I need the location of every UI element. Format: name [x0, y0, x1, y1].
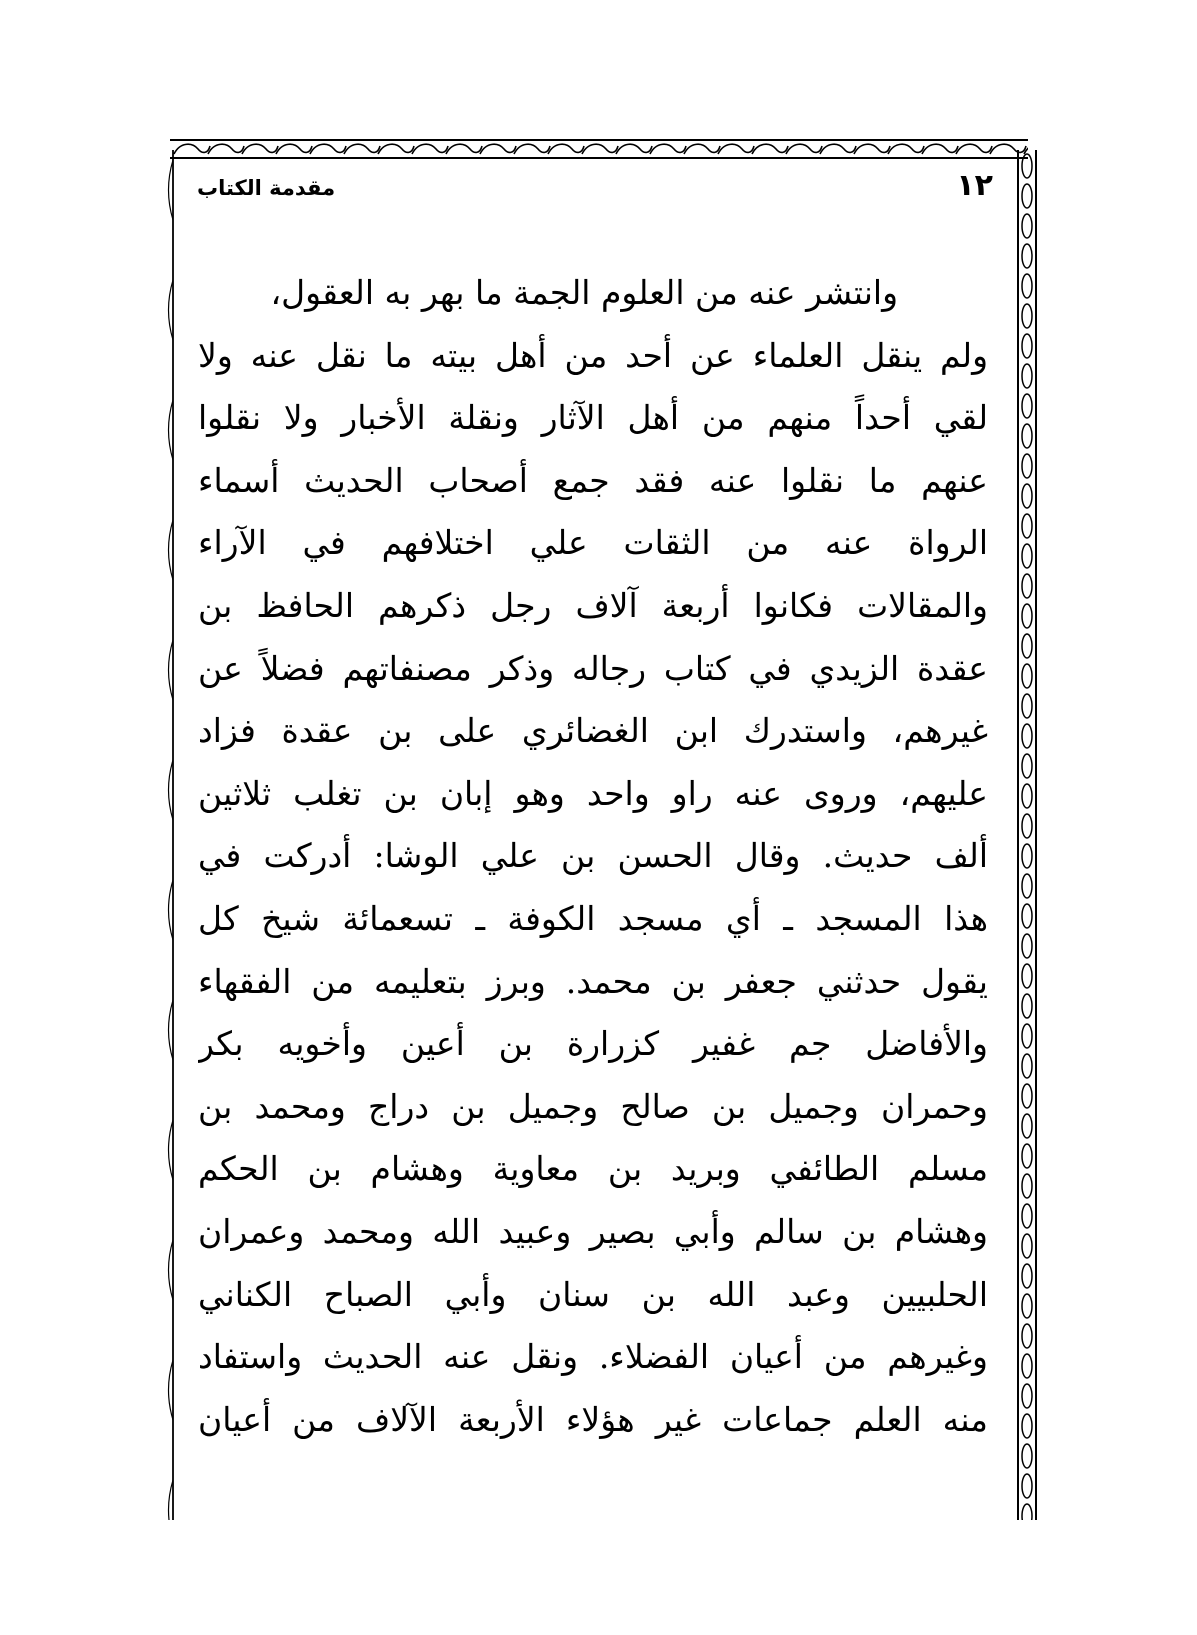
text-line: والمقالات فكانوا أربعة آلاف رجل ذكرهم الحافظ بن [198, 585, 988, 625]
text-line: عقدة الزيدي في كتاب رجاله وذكر مصنفاتهم فضلاً عن [198, 648, 988, 688]
text-line: وهشام بن سالم وأبي بصير وعبيد الله ومحمد وعمران [198, 1211, 988, 1251]
text-line: الحلبيين وعبد الله بن سنان وأبي الصباح الكناني [198, 1274, 988, 1314]
text-line: مسلم الطائفي وبريد بن معاوية وهشام بن الحكم [198, 1149, 988, 1189]
text-line: لقي أحداً منهم من أهل الآثار ونقلة الأخبار ولا نقلوا [198, 398, 988, 438]
body-text [198, 262, 988, 1451]
ornamental-border-right [1016, 150, 1038, 1520]
text-line: ألف حديث. وقال الحسن بن علي الوشا: أدركت في [198, 836, 988, 876]
text-line: هذا المسجد ـ أي مسجد الكوفة ـ تسعمائة شيخ كل [198, 898, 988, 938]
text-line: غيرهم، واستدرك ابن الغضائري على بن عقدة فزاد [198, 711, 988, 751]
text-line: وانتشر عنه من العلوم الجمة ما بهر به العقول، [270, 273, 898, 312]
text-line: وحمران وجميل بن صالح وجميل بن دراج ومحمد بن [198, 1086, 988, 1126]
text-line: ولم ينقل العلماء عن أحد من أهل بيته ما نقل عنه ولا [198, 335, 988, 375]
text-line: منه العلم جماعات غير هؤلاء الأربعة الآلاف من أعيان [198, 1399, 988, 1439]
ornamental-border-left [165, 150, 175, 1520]
text-line: الرواة عنه من الثقات علي اختلافهم في الآراء [198, 523, 988, 563]
text-line: عليهم، وروى عنه راو واحد وهو إبان بن تغلب ثلاثين [198, 773, 988, 813]
running-title: مقدمة الكتاب [197, 176, 336, 200]
page-number: ١٢ [956, 168, 993, 203]
text-line: والأفاضل جم غفير كزرارة بن أعين وأخويه بكر [198, 1024, 988, 1064]
page-header [195, 168, 995, 218]
ornamental-border-top [170, 138, 1028, 160]
text-line: يقول حدثني جعفر بن محمد. وبرز بتعليمه من الفقهاء [198, 961, 988, 1001]
text-line: عنهم ما نقلوا عنه فقد جمع أصحاب الحديث أسماء [198, 460, 988, 500]
text-line: وغيرهم من أعيان الفضلاء. ونقل عنه الحديث واستفاد [198, 1337, 988, 1377]
